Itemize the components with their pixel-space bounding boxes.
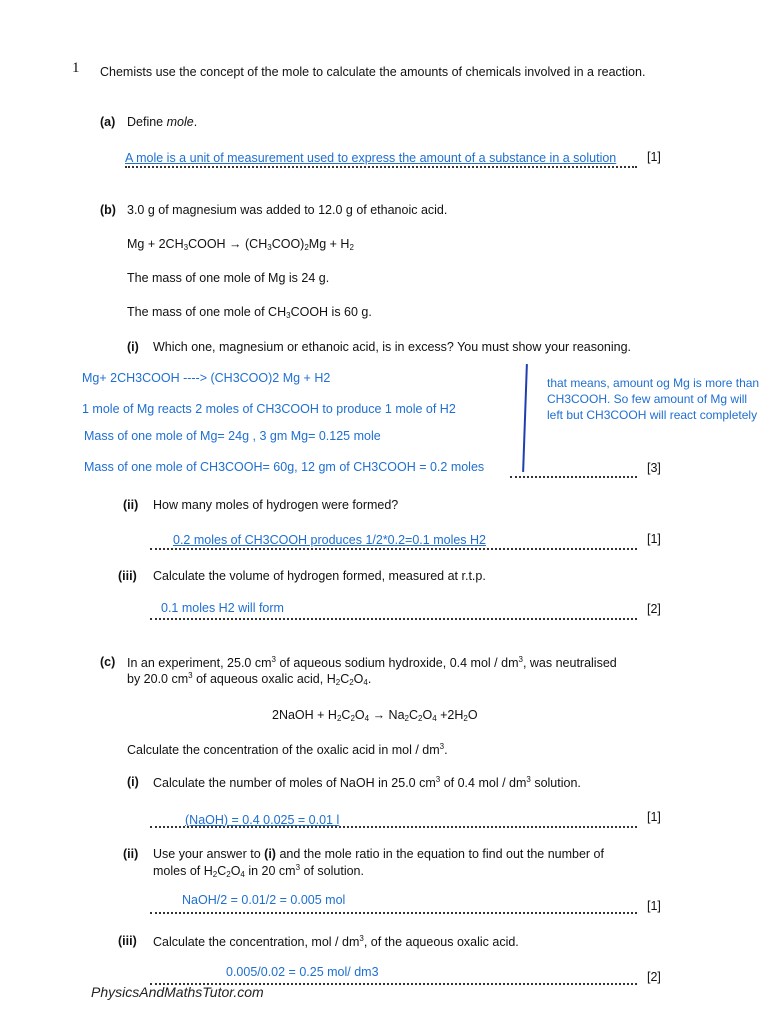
part-c-line-1: In an experiment, 25.0 $cm^3$ of aqueous sodium hydroxide, 0.4 mol / $dm^3$, was neutralised (127, 655, 617, 670)
mark-allocation: [1] (647, 150, 661, 164)
part-b-iii-prompt: Calculate the volume of hydrogen formed, measured at r.t.p. (153, 569, 486, 583)
answer-line (125, 166, 637, 168)
part-c-i-prompt: Calculate the number of moles of NaOH in 25.0 $cm^3$ of 0.4 mol / $dm^3$ solution. (153, 775, 581, 790)
part-c-ii-prompt-2: moles of $H_2C_2O_4$ in 20 $cm^3$ of solution. (153, 863, 364, 879)
part-a-label: (a) (100, 115, 116, 129)
part-b-equation: $Mg + 2CH_3COOH \to (CH_3COO)_2Mg + H_2$ (127, 237, 354, 252)
part-b-iii-answer[interactable]: 0.1 moles H2 will form (161, 601, 284, 615)
part-c-line-2: by 20.0 $cm^3$ of aqueous oxalic acid, $H_2C_2O_4$. (127, 671, 372, 687)
part-b-ii-prompt: How many moles of hydrogen were formed? (153, 498, 399, 512)
part-c-iii-prompt: Calculate the concentration, mol / $dm^3$, of the aqueous oxalic acid. (153, 934, 519, 949)
bracket-line (522, 364, 528, 472)
mark-allocation: [2] (647, 602, 661, 616)
b-i-answer-line-1[interactable]: Mg+ 2CH3COOH ----> (CH3COO)2 Mg + H2 (82, 371, 331, 385)
mark-allocation: [3] (647, 461, 661, 475)
part-c-ii-answer[interactable]: NaOH/2 = 0.01/2 = 0.005 mol (182, 893, 346, 907)
part-b-ii-answer[interactable]: 0.2 moles of CH3COOH produces 1/2*0.2=0.1 moles H2 (173, 533, 487, 547)
answer-line (150, 912, 637, 914)
part-b-label: (b) (100, 203, 116, 217)
mark-allocation: [1] (647, 532, 661, 546)
footer-watermark: PhysicsAndMathsTutor.com (91, 984, 264, 1000)
part-b-iii-label: (iii) (118, 569, 137, 583)
b-i-answer-line-4[interactable]: Mass of one mole of CH3COOH= 60g, 12 gm of CH3COOH = 0.2 moles (84, 460, 485, 474)
part-b-mass-mg: The mass of one mole of Mg is 24 g. (127, 271, 330, 285)
b-i-side-note[interactable]: that means, amount og Mg is more than CH3COOH. So few amount of Mg will left but CH3COOH will react completely (547, 376, 760, 422)
part-a-answer[interactable]: A mole is a unit of measurement used to express the amount of a substance in a solution (125, 151, 617, 165)
part-c-ii-label: (ii) (123, 847, 139, 861)
mark-allocation: [2] (647, 970, 661, 984)
question-intro: Chemists use the concept of the mole to calculate the amounts of chemicals involved in a reaction. (100, 65, 646, 79)
part-c-equation: 2NaOH + $H_2C_2O_4 \to Na_2C_2O_4 +2H_2O$ (272, 708, 478, 723)
part-c-i-answer[interactable]: (NaOH) = 0.4 0.025 = 0.01 l (185, 813, 340, 827)
part-b-i-prompt: Which one, magnesium or ethanoic acid, is in excess? You must show your reasoning. (153, 340, 632, 354)
question-number: 1 (72, 60, 80, 76)
part-b-ii-label: (ii) (123, 498, 139, 512)
part-c-i-label: (i) (127, 775, 139, 789)
part-b-prompt: 3.0 g of magnesium was added to 12.0 g of ethanoic acid. (127, 203, 448, 217)
mark-allocation: [1] (647, 899, 661, 913)
answer-line (150, 826, 637, 828)
answer-line (510, 476, 637, 478)
part-c-instruction: Calculate the concentration of the oxalic acid in mol / $dm^3$. (127, 742, 448, 757)
part-c-iii-answer[interactable]: 0.005/0.02 = 0.25 mol/ dm3 (226, 965, 379, 979)
part-c-label: (c) (100, 655, 116, 669)
part-b-i-label: (i) (127, 340, 139, 354)
b-i-answer-line-2[interactable]: 1 mole of Mg reacts 2 moles of CH3COOH to produce 1 mole of H2 (82, 402, 456, 416)
answer-line (150, 548, 637, 550)
part-c-iii-label: (iii) (118, 934, 137, 948)
part-a-prompt: Define mole. (127, 115, 198, 129)
part-c-ii-prompt-1: Use your answer to (i) and the mole ratio in the equation to find out the number of (153, 847, 604, 861)
b-i-answer-line-3[interactable]: Mass of one mole of Mg= 24g , 3 gm Mg= 0.125 mole (84, 429, 381, 443)
part-b-mass-acid: The mass of one mole of $CH_3COOH$ is 60 g. (127, 305, 372, 320)
mark-allocation: [1] (647, 810, 661, 824)
answer-line (150, 618, 637, 620)
